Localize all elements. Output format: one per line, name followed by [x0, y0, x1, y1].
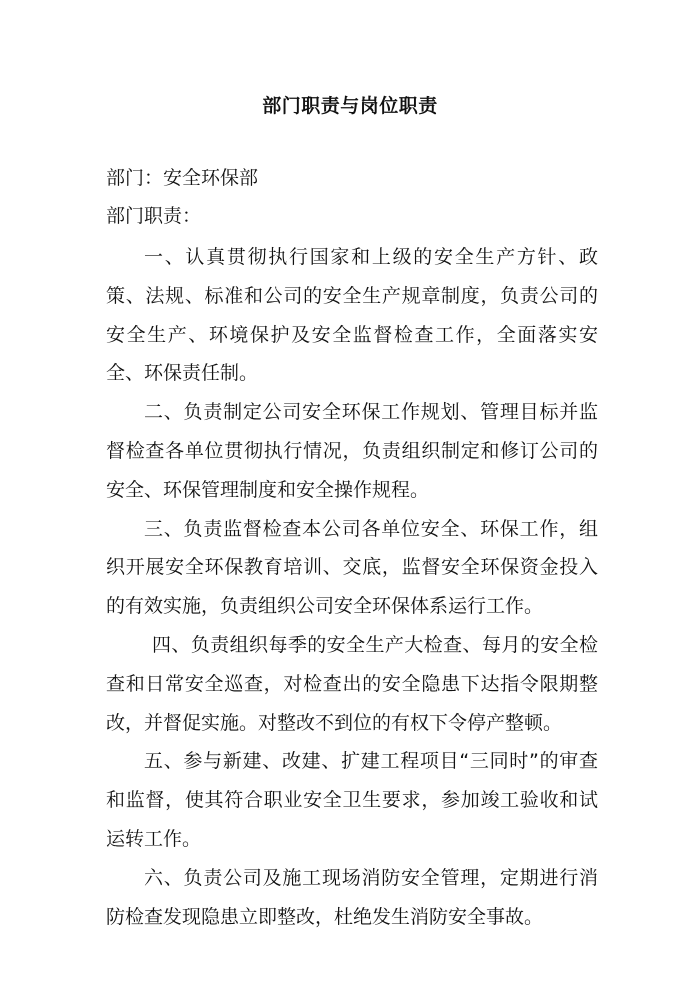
department-line: 部门：安全环保部 [106, 167, 259, 189]
duty-paragraph-3: 三、负责监督检查本公司各单位安全、环保工作，组织开展安全环保教育培训、交底，监督安全环保资金投入的有效实施，负责组织公司安全环保体系运行工作。 [106, 517, 598, 618]
duty-paragraph-4: 四、负责组织每季的安全生产大检查、每月的安全检查和日常安全巡查，对检查出的安全隐患下达指令限期整改，并督促实施。对整改不到位的有权下令停产整顿。 [106, 633, 598, 734]
duties-label: 部门职责： [106, 205, 202, 227]
duty-paragraph-5: 五、参与新建、改建、扩建工程项目“三同时”的审查和监督，使其符合职业安全卫生要求，参加竣工验收和试运转工作。 [106, 750, 598, 850]
duty-paragraph-6: 六、负责公司及施工现场消防安全管理，定期进行消防检查发现隐患立即整改，杜绝发生消防安全事故。 [106, 866, 598, 928]
document-title: 部门职责与岗位职责 [262, 95, 438, 117]
duty-paragraph-2: 二、负责制定公司安全环保工作规划、管理目标并监督检查各单位贯彻执行情况，负责组织制定和修订公司的安全、环保管理制度和安全操作规程。 [106, 401, 598, 501]
duty-paragraph-1: 一、认真贯彻执行国家和上级的安全生产方针、政策、法规、标准和公司的安全生产规章制度，负责公司的安全生产、环境保护及安全监督检查工作，全面落实安全、环保责任制。 [106, 246, 598, 385]
duties-body [106, 238, 598, 936]
